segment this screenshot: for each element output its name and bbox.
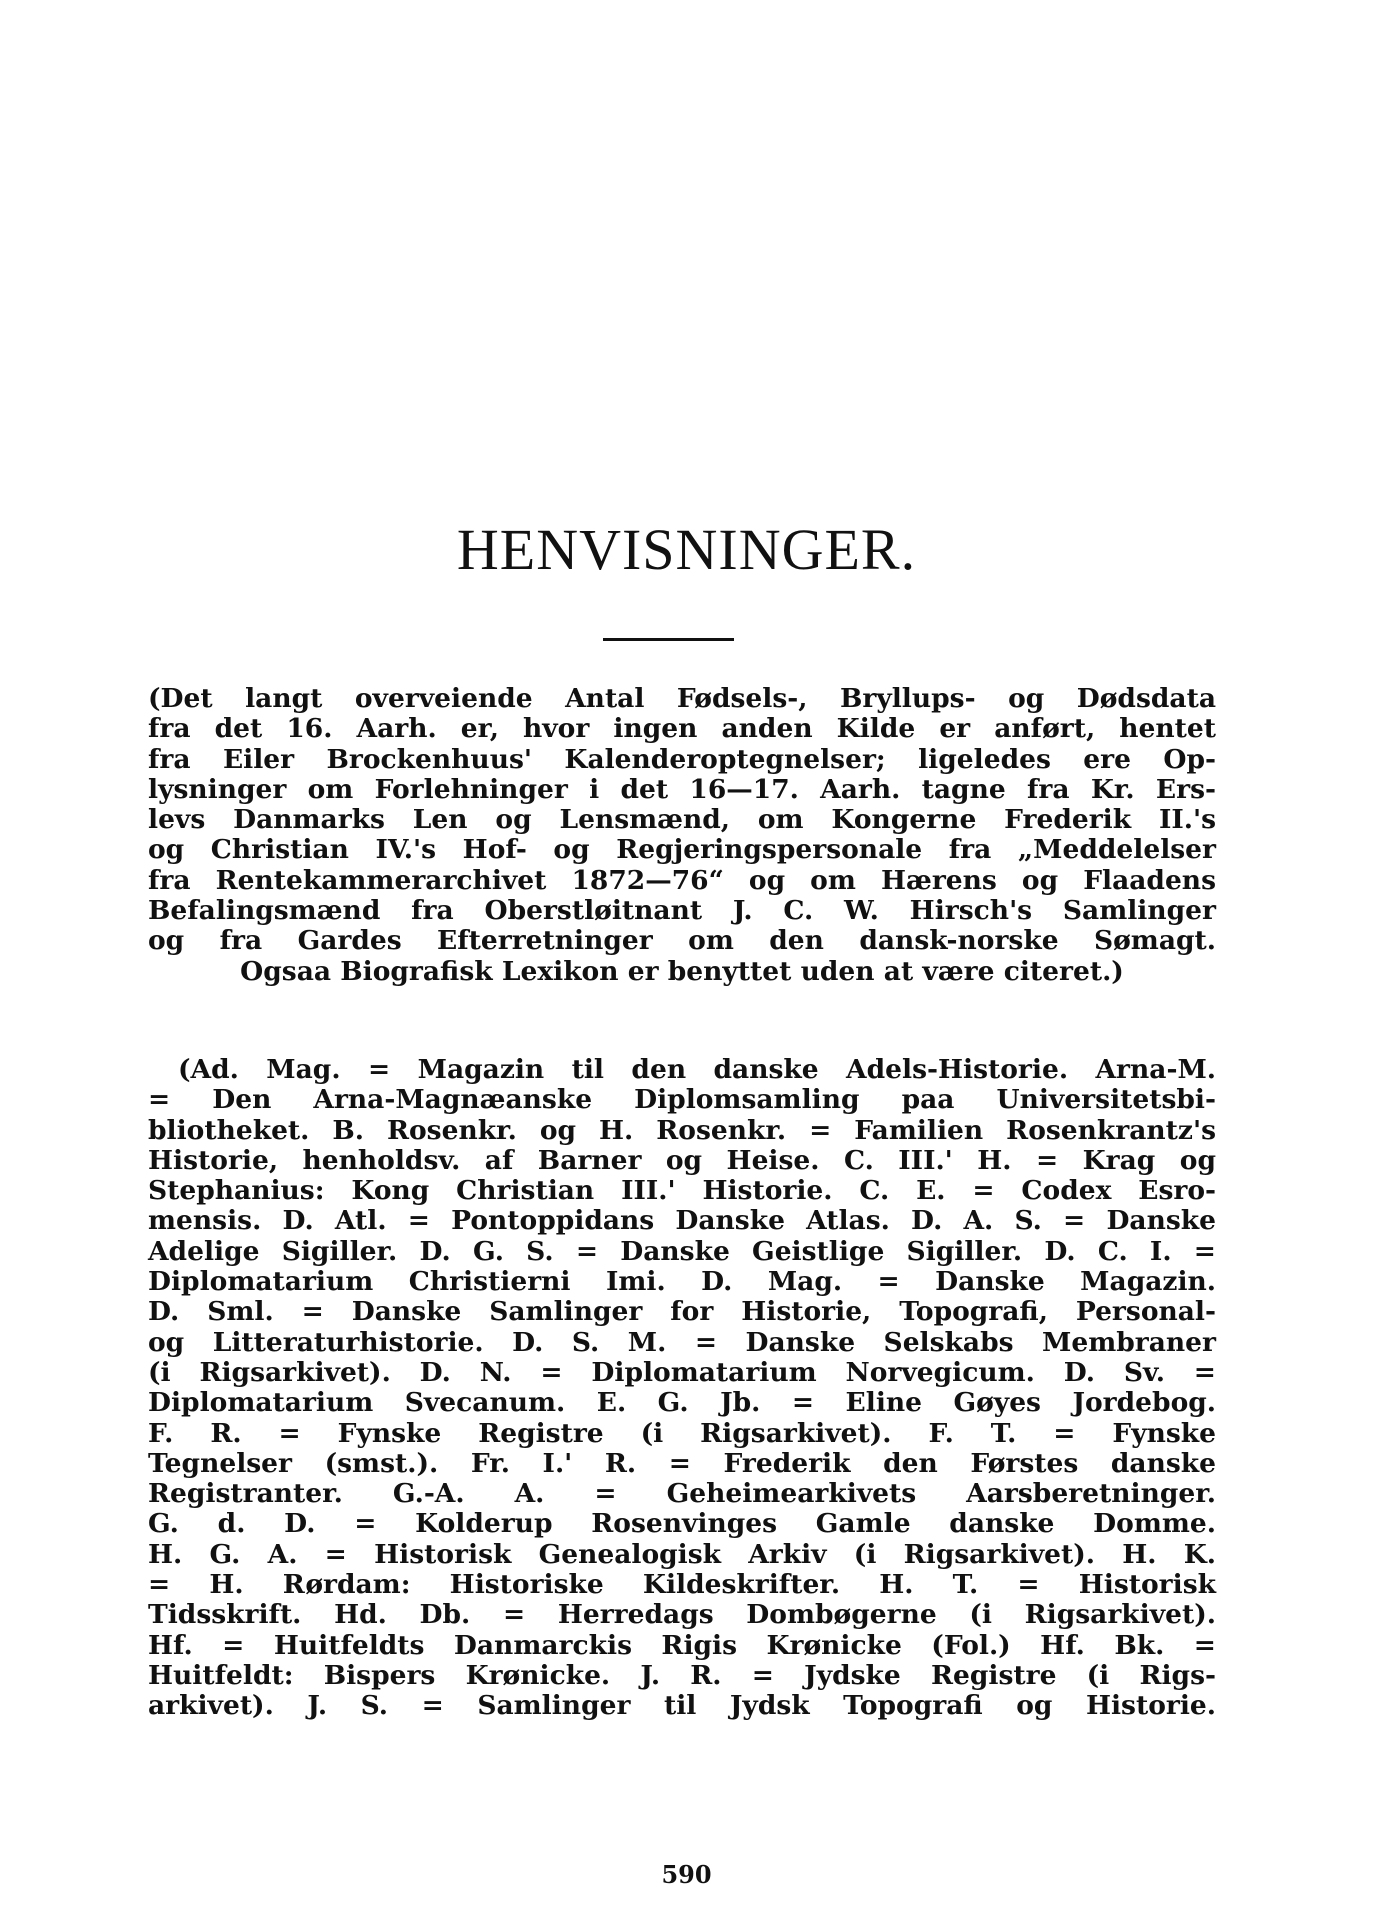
abbr-line: Diplomatarium Christierni Imi. D. Mag. = Danske Magazin. (148, 1266, 1216, 1298)
page-number: 590 (661, 1860, 712, 1889)
abbr-line: Huitfeldt: Bispers Krønicke. J. R. = Jydske Registre (i Rigs- (148, 1659, 1216, 1691)
intro-line: Ogsaa Biografisk Lexikon er benyttet uden at være citeret.) (240, 955, 1124, 987)
abbr-line: bliotheket. B. Rosenkr. og H. Rosenkr. = Familien Rosenkrantz's (148, 1114, 1216, 1146)
abbr-line: Hf. = Huitfeldts Danmarckis Rigis Krønicke (Fol.) Hf. Bk. = (148, 1629, 1216, 1661)
abbr-line: Historie, henholdsv. af Barner og Heise. C. III.' H. = Krag og (148, 1144, 1216, 1176)
intro-line: og Christian IV.'s Hof- og Regjeringspersonale fra „Meddelelser (148, 834, 1216, 866)
abbr-line: Stephanius: Kong Christian III.' Historie. C. E. = Codex Esro- (148, 1175, 1216, 1207)
abbr-line: D. Sml. = Danske Samlinger for Historie, Topografi, Personal- (148, 1296, 1216, 1328)
abbr-line: H. G. A. = Historisk Genealogisk Arkiv (i Rigsarkivet). H. K. (148, 1538, 1216, 1570)
abbreviations-paragraph (148, 1055, 1216, 1722)
abbr-line: Diplomatarium Svecanum. E. G. Jb. = Eline Gøyes Jordebog. (148, 1387, 1216, 1419)
abbr-line: = Den Arna-Magnæanske Diplomsamling paa Universitetsbi- (148, 1084, 1216, 1116)
intro-paragraph (148, 684, 1216, 987)
abbr-line: Tidsskrift. Hd. Db. = Herredags Dombøgerne (i Rigsarkivet). (148, 1599, 1216, 1631)
abbr-line: (Ad. Mag. = Magazin til den danske Adels-Historie. Arna-M. (178, 1054, 1216, 1085)
title-divider (603, 638, 734, 641)
abbr-line: F. R. = Fynske Registre (i Rigsarkivet). F. T. = Fynske (148, 1417, 1216, 1449)
intro-line: Befalingsmænd fra Oberstløitnant J. C. W. Hirsch's Samlinger (148, 895, 1216, 927)
intro-line: og fra Gardes Efterretninger om den dansk-norske Sømagt. (148, 925, 1216, 957)
intro-line: levs Danmarks Len og Lensmænd, om Kongerne Frederik II.'s (148, 804, 1216, 836)
abbr-line: mensis. D. Atl. = Pontoppidans Danske Atlas. D. A. S. = Danske (148, 1205, 1216, 1237)
intro-line: fra Rentekammerarchivet 1872—76“ og om Hærens og Flaadens (148, 864, 1216, 896)
page-title: HENVISNINGER. (456, 517, 917, 582)
abbr-line: og Litteraturhistorie. D. S. M. = Danske Selskabs Membraner (148, 1326, 1216, 1358)
abbr-line: = H. Rørdam: Historiske Kildeskrifter. H. T. = Historisk (148, 1569, 1216, 1601)
intro-line: fra det 16. Aarh. er, hvor ingen anden Kilde er anført, hentet (148, 713, 1216, 745)
abbr-line: Adelige Sigiller. D. G. S. = Danske Geistlige Sigiller. D. C. I. = (148, 1235, 1216, 1267)
abbr-line: G. d. D. = Kolderup Rosenvinges Gamle danske Domme. (148, 1508, 1216, 1540)
abbr-line: (i Rigsarkivet). D. N. = Diplomatarium Norvegicum. D. Sv. = (148, 1356, 1216, 1388)
abbr-line: Tegnelser (smst.). Fr. I.' R. = Frederik den Førstes danske (148, 1447, 1216, 1479)
intro-line: lysninger om Forlehninger i det 16—17. Aarh. tagne fra Kr. Ers- (148, 773, 1216, 805)
abbr-line: Registranter. G.-A. A. = Geheimearkivets Aarsberetninger. (148, 1478, 1216, 1510)
intro-line: (Det langt overveiende Antal Fødsels-, Bryllups- og Dødsdata (148, 683, 1216, 714)
abbr-line: arkivet). J. S. = Samlinger til Jydsk Topografi og Historie. (148, 1690, 1216, 1722)
intro-line: fra Eiler Brockenhuus' Kalenderoptegnelser; ligeledes ere Op- (148, 743, 1216, 775)
